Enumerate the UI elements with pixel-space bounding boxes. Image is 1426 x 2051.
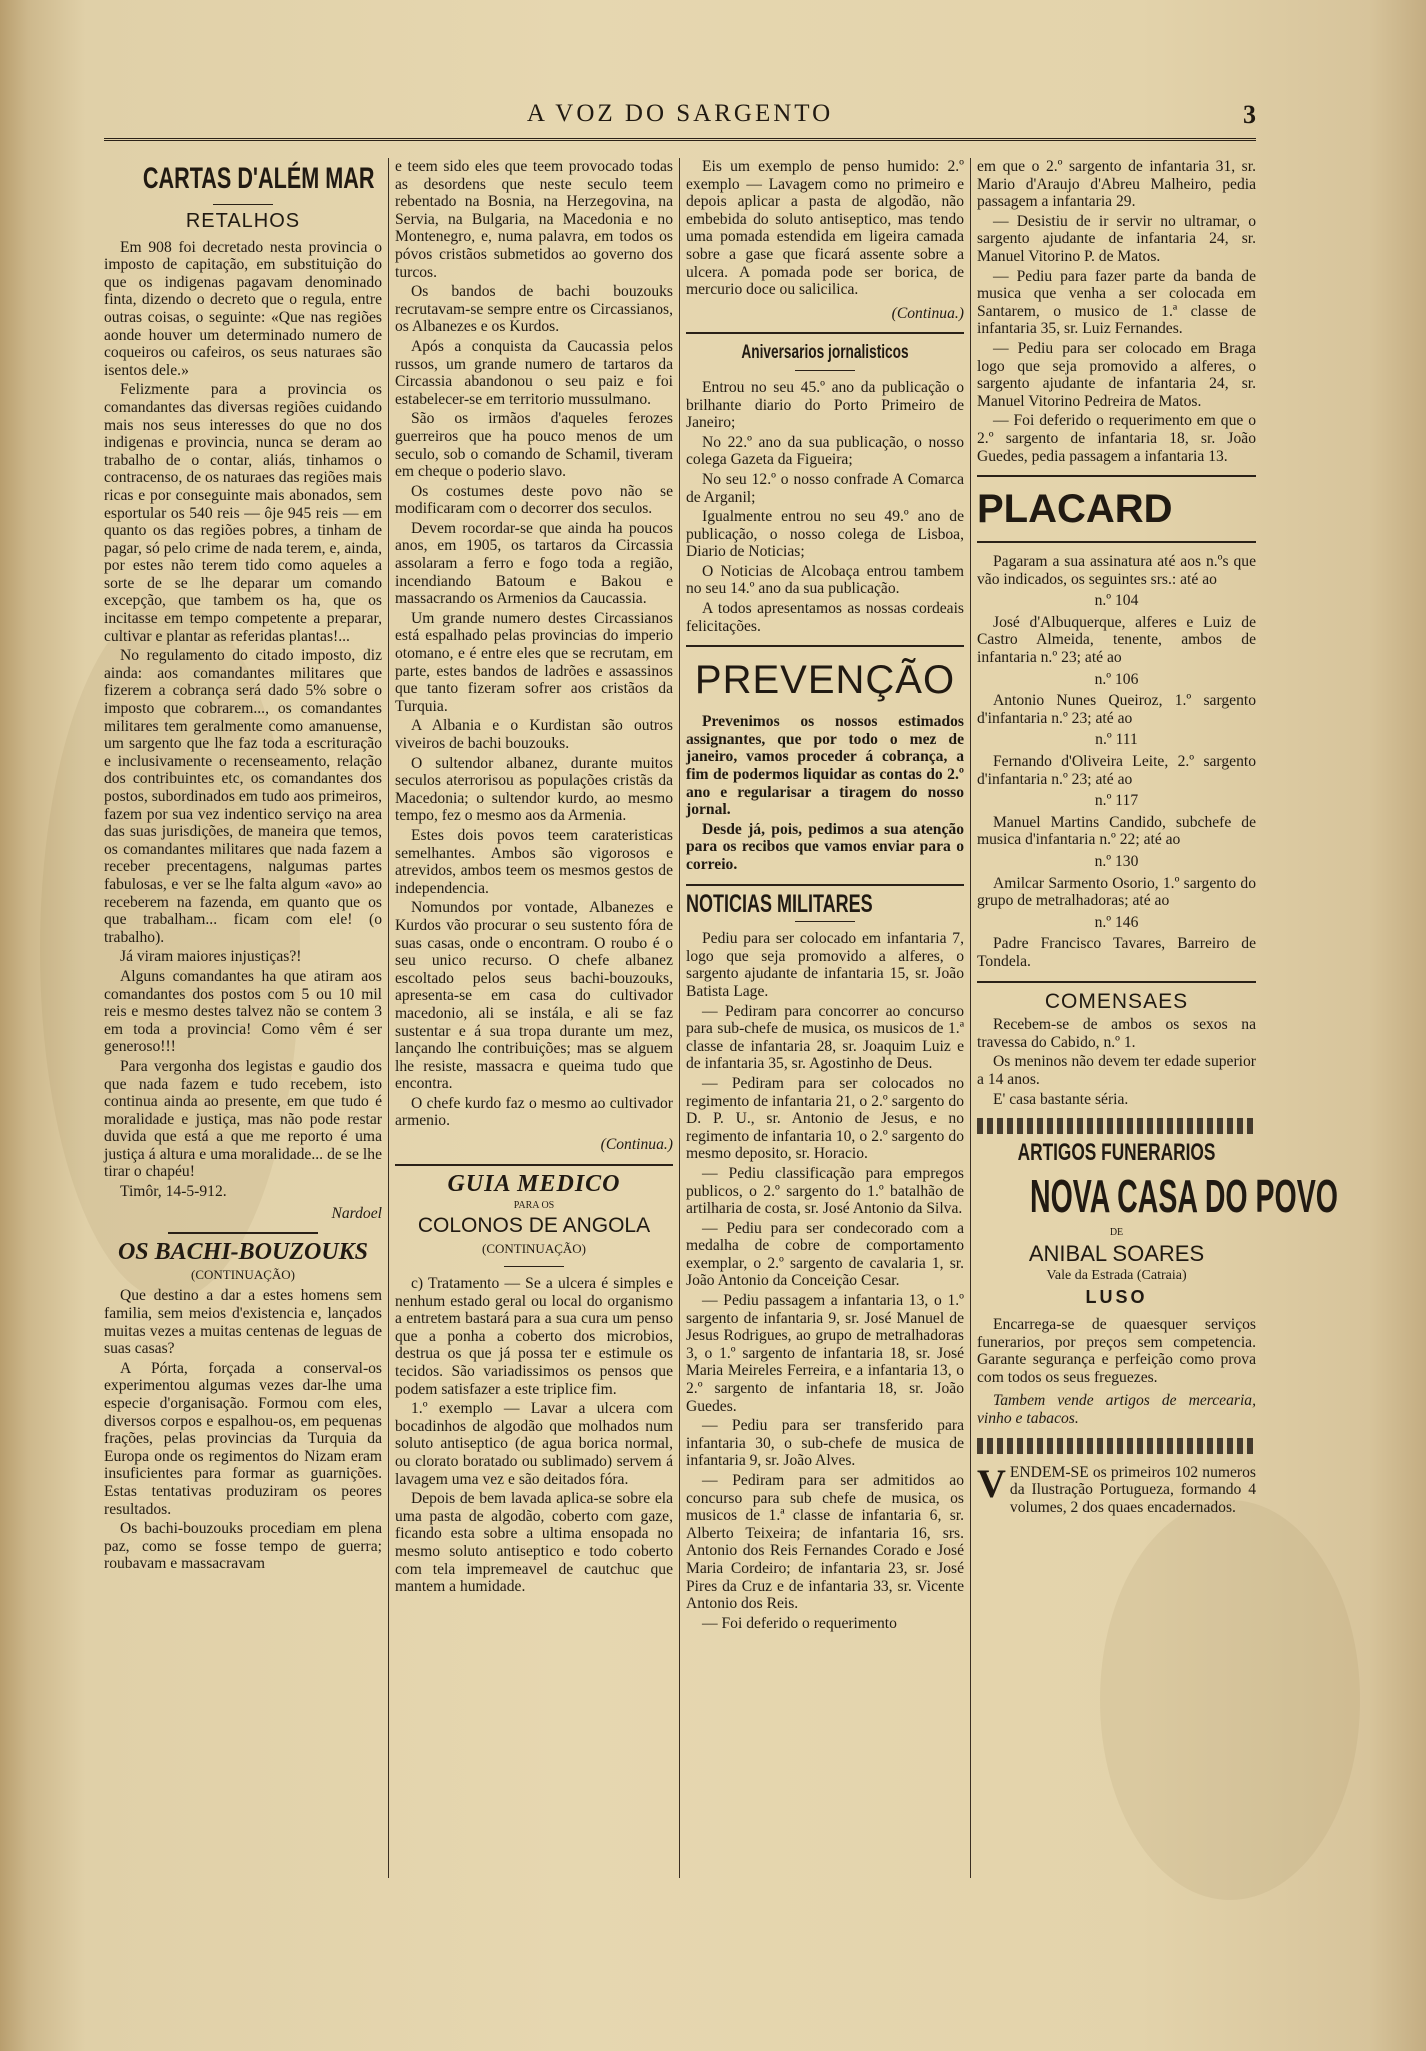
paragraph: — Pediram para ser colocados no regimento de infantaria 21, o 2.º sargento do D. P. U., sr. Antonio de Jesus, e no regimento de infantaria 10, o 2.º sargento do mesmo deposito, sr. Horacio.: [686, 1074, 964, 1163]
placard-entry: Manuel Martins Candido, subchefe de musica d'infantaria n.º 22; até ao: [977, 813, 1256, 849]
dropcap: V: [977, 1460, 1006, 1506]
paragraph: c) Tratamento — Se a ulcera é simples e nenhum estado geral ou local do organismo a entretem bastará para a sua cura um penso que a ponha a coberto dos microbios, destrua os que já possa ter e estimule os tecidos. São variadissimos os pensos que podem satisfazer a este triplice fim.: [395, 1275, 673, 1398]
divider: [686, 884, 964, 886]
divider: [977, 475, 1256, 477]
paragraph: — Pediu para ser condecorado com a medalha de cobre de comportamento exemplar, o 2.º sargento de cavalaria 1, sr. João Antonio da Conceição Cesar.: [686, 1219, 964, 1290]
placard-entry: Fernando d'Oliveira Leite, 2.º sargento d'infantaria n.º 23; até ao: [977, 753, 1256, 788]
ad-de: DE: [1109, 1226, 1124, 1238]
paragraph: — Foi deferido o requerimento em que o 2.º sargento de infantaria 18, sr. João Guedes, pedia passagem a infantaria 13.: [977, 412, 1256, 465]
ad-address: Vale da Estrada (Catraia): [1046, 1267, 1187, 1283]
placard-entry: Padre Francisco Tavares, Barreiro de Tondela.: [977, 935, 1256, 970]
paragraph: — Pediram para ser admitidos ao concurso para sub chefe de musica, os musicos de 1.ª classe de infantaria 6, sr. Alberto Teixeira; de infantaria 16, srs. Antonio dos Reis Fernandes Corado e José Maria Cordeiro; de infantaria 23, sr. José Pires da Cruz e de infantaria 33, sr. Vicente Antonio dos Reis.: [686, 1472, 964, 1613]
column-3: [686, 158, 964, 1634]
continua-label: (Continua.): [600, 1136, 673, 1154]
divider: [168, 1232, 318, 1234]
dateline: Timôr, 14-5-912.: [120, 1183, 227, 1201]
paragraph: — Foi deferido o requerimento: [702, 1614, 897, 1632]
paragraph: A Pórta, forçada a conserval-os experimentou algumas vezes dar-lhe uma especie d'organisação. Formou com eles, diversos corpos e espalhou-os, em pequenas frações, pelas provincias da Turquia da Europa onde os regimentos do Nizam eram insuficientes para formar as guarnições. Estas tentativas produziram os peores resultados.: [104, 1359, 382, 1518]
paragraph: — Pediu para fazer parte da banda de musica que venha a ser colocada em Santarem, o musico de 1.ª classe de infantaria 35, sr. Luiz Fernandes.: [977, 267, 1256, 338]
paragraph: em que o 2.º sargento de infantaria 31, sr. Mario d'Araujo d'Abreu Malheiro, pedia passagem a infantaria 29.: [977, 158, 1256, 211]
placard-entry: Antonio Nunes Queiroz, 1.º sargento d'infantaria n.º 23; até ao: [977, 692, 1256, 727]
article-title-aniversarios: Aniversarios jornalisticos: [741, 342, 909, 364]
column-1: [104, 158, 382, 1575]
placard-number: n.º 146: [1094, 913, 1139, 931]
placard-title: PLACARD: [977, 487, 1173, 532]
column-rule: [970, 158, 971, 1878]
paragraph: No seu 12.º o nosso confrade A Comarca de Arganil;: [686, 470, 964, 506]
paragraph: São os irmãos d'aqueles ferozes guerreiros que ha pouco menos de um seculo, sob o comando de Schamil, tiveram em cheque o poderio slavo.: [395, 410, 673, 481]
paragraph: Felizmente para a provincia os comandantes das diversas regiões cuidando mais nos seus interesses do que no dos indigenas e provincia, nunca se deram ao trabalho de o contar, aliás, tinhamos o contracenso, de os naturaes das regiões mais ricas e por conseguinte mais abonados, sem esportular os 540 reis — ôje 945 reis — em quanto os das regiões pobres, a tinham de pagar, só pelo crime de nada terem, e, ainda, por estes não terem tido como aqueles a sorte de se lhe deparar um comando excepção, que tambem os ha, que os incitasse em tempo competente a preparar, cultivar e plantar as referidas plantas!...: [104, 381, 382, 645]
paragraph: O chefe kurdo faz o mesmo ao cultivador armenio.: [395, 1094, 673, 1130]
column-4: [977, 158, 1338, 1518]
divider: [395, 1164, 673, 1166]
divider: [977, 981, 1256, 983]
ad-business-name: NOVA CASA DO POVO: [1030, 1169, 1338, 1222]
divider: [504, 1266, 564, 1267]
paragraph: — Pediram para concorrer ao concurso para sub-chefe de musica, os musicos de 1.ª classe de infantaria 28, sr. Joaquim Luiz e de infantaria 35, sr. Agostinho de Deus.: [686, 1002, 964, 1073]
ornament-border: [977, 1118, 1256, 1134]
paragraph: E' casa bastante séria.: [993, 1090, 1129, 1108]
paragraph: O Noticias de Alcobaça entrou tambem no seu 14.º ano da sua publicação.: [686, 562, 964, 598]
placard-number: n.º 106: [1094, 670, 1139, 688]
paragraph: A todos apresentamos as nossas cordeais felicitações.: [686, 600, 964, 635]
article-title-noticias: NOTICIAS MILITARES: [686, 889, 873, 918]
continuation-label: (CONTINUAÇÃO): [191, 1266, 295, 1282]
para-os-label: PARA OS: [513, 1200, 555, 1212]
article-title-cartas: CARTAS D'ALÉM MAR: [142, 162, 375, 195]
column-2: [395, 158, 673, 1598]
paragraph: — Pediu classificação para empregos publicos, o 2.º sargento do 1.º batalhão de artilharia de costa, sr. José Antonio da Silva.: [686, 1164, 964, 1218]
paragraph: 1.º exemplo — Lavar a ulcera com bocadinhos de algodão que molhados num soluto antiseptico (de agua borica normal, ou clorato boratado ou sublimado) servem á lavagem uma vez e são deitados fóra.: [395, 1400, 673, 1488]
article-title-guia: GUIA MEDICO: [447, 1170, 621, 1197]
ad-title: ARTIGOS FUNERARIOS: [1017, 1139, 1216, 1167]
divider: [795, 370, 855, 371]
paragraph: Para vergonha dos legistas e gaudio dos que nada fazem e tudo recebem, isto continua ainda ao presente, em que tudo é moralidade e justiça, mas não pode restar duvida que está a que me reporto é uma justiça á altura e uma moralidade... de se lhe tirar o chapéu!: [104, 1057, 382, 1181]
ad-text: Encarrega-se de quaesquer serviços funerarios, por preços sem competencia. Garante segurança e perfeição como prova com todos os seus freguezes.: [977, 1316, 1256, 1386]
paragraph: Alguns comandantes ha que atiram aos comandantes dos postos com 5 ou 10 mil reis e mesmo destes talvez não se contem 3 em toda a provincia! Como vêm é ser generoso!!!: [104, 967, 382, 1056]
prevencao-title: PREVENÇÃO: [694, 658, 956, 703]
paragraph: Que destino a dar a estes homens sem familia, sem meios d'existencia e, lançados muitas vezes a muitas centenas de leguas de suas casas?: [104, 1287, 382, 1358]
continuation-label: (CONTINUAÇÃO): [482, 1241, 586, 1257]
paragraph: No 22.º ano da sua publicação, o nosso colega Gazeta da Figueira;: [686, 433, 964, 469]
divider: [686, 645, 964, 647]
paragraph: Nomundos por vontade, Albanezes e Kurdos vão procurar o seu sustento fóra de suas casas, onde o encontram. O roubo é o seu unico recurso. O chefe albanez escoltado pelos seus bachi-bouzouks, apresenta-se em casa do cultivador macedonio, ali se instála, e ali se faz sustentar e á sua tropa durante um mez, lançando lhe contribuições; mas se alguem lhe resiste, massacra e queima tudo que encontra.: [395, 899, 673, 1093]
placard-number: n.º 117: [1094, 792, 1139, 810]
paragraph: e teem sido eles que teem provocado todas as desordens que neste seculo teem rebentado na Bosnia, na Herzegovina, na Servia, na Bulgaria, na Macedonia e no Montenegro, e, numa palavra, em todos os póvos cristãos submetidos ao governo dos turcos.: [395, 158, 673, 281]
comensaes-title: COMENSAES: [1044, 989, 1189, 1013]
paragraph: — Pediu para ser colocado em Braga logo que seja promovido a alferes, o sargento ajudante de infantaria 24, sr. Manuel Vitorino Pedreira de Matos.: [977, 339, 1256, 410]
placard-entry: Amilcar Sarmento Osorio, 1.º sargento do grupo de metralhadoras; até ao: [977, 874, 1256, 910]
ad-place: LUSO: [1085, 1286, 1148, 1307]
page-number: 3: [1243, 100, 1256, 129]
placard-intro: Pagaram a sua assinatura até aos n.ºs que vão indicados, os seguintes srs.: até ao: [977, 553, 1256, 588]
paragraph: Os bachi-bouzouks procediam em plena paz, como se fosse tempo de guerra; roubavam e massacravam: [104, 1520, 382, 1573]
ornament-border: [977, 1438, 1256, 1454]
paragraph: Entrou no seu 45.º ano da publicação o brilhante diario do Porto Primeiro de Janeiro;: [686, 378, 964, 432]
notice-paragraph: Prevenimos os nossos estimados assignantes, que por todo o mez de janeiro, vamos proceder á cobrança, a fim de podermos liquidar as contas do 2.º ano e regularisar a tiragem do nosso jornal.: [686, 713, 964, 819]
paragraph: Os meninos não devem ter edade superior a 14 anos.: [977, 1053, 1256, 1088]
divider: [686, 332, 964, 334]
paragraph: Depois de bem lavada aplica-se sobre ela uma pasta de algodão, coberto com gaze, ficando esta sobre a ultima ensopada no mesmo soluto antiseptico e todo coberto com tela impremeavel de cautchuc que mantem a humidade.: [395, 1490, 673, 1596]
page-header: [104, 100, 1256, 134]
paragraph: O sultendor albanez, durante muitos seculos aterrorisou as populações cristãs da Macedonia; o sultendor kurdo, ao mesmo tempo, fez o mesmo aos da Armenia.: [395, 754, 673, 825]
continua-label: (Continua.): [891, 304, 964, 322]
placard-number: n.º 130: [1094, 853, 1139, 870]
paragraph: Os bandos de bachi bouzouks recrutavam-se sempre entre os Circassianos, os Albanezes e os Kurdos.: [395, 283, 673, 336]
placard-number: n.º 104: [1094, 592, 1139, 610]
header-rule: [104, 138, 1256, 141]
divider: [213, 204, 273, 205]
paragraph: A Albania e o Kurdistan são outros viveiros de bachi bouzouks.: [395, 717, 673, 752]
article-subtitle-retalhos: RETALHOS: [185, 210, 301, 232]
sale-notice: ENDEM-SE os primeiros 102 numeros da Ilustração Portugueza, formando 4 volumes, 2 dos quaes encadernados.: [1009, 1463, 1256, 1516]
paragraph: Já viram maiores injustiças?!: [120, 948, 302, 966]
notice-paragraph: Desde já, pois, pedimos a sua atenção para os recibos que vamos enviar para o correio.: [686, 820, 964, 873]
divider: [977, 541, 1256, 543]
paragraph: Após a conquista da Caucassia pelos russos, um grande numero de tartaros da Circassia abandonou o seu paiz e foi estabelecer-se em territorio mussulmano.: [395, 337, 673, 408]
column-rule: [388, 158, 389, 1878]
signature: Nardoel: [331, 1204, 382, 1222]
newspaper-title: A VOZ DO SARGENTO: [526, 100, 834, 127]
paragraph: Pediu para ser colocado em infantaria 7, logo que seja promovido a alferes, o sargento ajudante de infantaria 15, sr. João Batista Lage.: [686, 930, 964, 1000]
paragraph: Igualmente entrou no seu 49.º ano de publicação, o nosso colega de Lisboa, Diario de Noticias;: [686, 508, 964, 561]
paragraph: Eis um exemplo de penso humido: 2.º exemplo — Lavagem como no primeiro e depois aplicar a pasta de algodão, não embebida do soluto antiseptico, mas tendo uma pomada estendida em ligeira camada sobre a gase que ficará assente sobre a ulcera. A pomada pode ser borica, de mercurio doce ou salicilica.: [686, 158, 964, 299]
paragraph: Recebem-se de ambos os sexos na travessa do Cabido, n.º 1.: [977, 1016, 1256, 1051]
paragraph: Estes dois povos teem carateristicas semelhantes. Ambos são vigorosos e atrevidos, ambos teem os mesmos gestos de independencia.: [395, 826, 673, 897]
paragraph: Em 908 foi decretado nesta provincia o imposto de capitação, em substituição do que os indigenas pagavam denominado finta, dizendo o decreto que o regula, entre outras coisas, o seguinte: «Que nas regiões aonde houver um determinado numero de coqueiros ou cafeiros, os seus naturaes são isentos dele.»: [104, 238, 382, 379]
paragraph: Os costumes deste povo não se modificaram com o decorrer dos seculos.: [395, 482, 673, 518]
ad-italic: Tambem vende artigos de mercearia, vinho e tabacos.: [977, 1392, 1256, 1428]
paragraph: Um grande numero destes Circassianos está espalhado pelas provincias do imperio otomano, e é entre eles que se recrutam, em parte, estes bandos de ladrões e assassinos que tanto fizeram sofrer aos cristãos da Turquia.: [395, 609, 673, 715]
ad-owner: ANIBAL SOARES: [1028, 1241, 1205, 1267]
paragraph: — Desistiu de ir servir no ultramar, o sargento ajudante de infantaria 24, sr. Manuel Vitorino P. de Matos.: [977, 212, 1256, 265]
article-title-colonos: COLONOS DE ANGOLA: [417, 1213, 651, 1237]
placard-number: n.º 111: [1095, 731, 1138, 749]
paragraph: — Pediu passagem a infantaria 13, o 1.º sargento de infantaria 9, sr. José Manuel de Jesus Rodrigues, ao grupo de metralhadoras 3, o 1.º sargento de infantaria 18, sr. José Maria Meireles Ferreira, e a infantaria 13, o 2.º sargento de infantaria 18, sr. João Guedes.: [686, 1292, 964, 1415]
paragraph: — Pediu para ser transferido para infantaria 30, o sub-chefe de musica de infantaria 9, sr. João Alves.: [686, 1417, 964, 1470]
column-rule: [679, 158, 680, 1878]
paragraph: Devem rocordar-se que ainda ha poucos anos, em 1905, os tartaros da Circassia assolaram a ferro e fogo toda a região, incendiando Batoum e Bakou e massacrando os Armenios da Caucassia.: [395, 519, 673, 608]
divider: [795, 921, 855, 922]
article-title-bachi: OS BACHI-BOUZOUKS: [117, 1239, 369, 1266]
paper-stain: [1100, 1500, 1360, 1900]
placard-entry: José d'Albuquerque, alferes e Luiz de Castro Almeida, tenente, ambos de infantaria n.º 23; até ao: [977, 613, 1256, 667]
paragraph: No regulamento do citado imposto, diz ainda: aos comandantes militares que fizerem a cobrança será dado 5% sobre o imposto que cobrarem..., os comandantes militares tem geralmente como amanuense, um sargento que lhe faz toda a escrituração e inclusivamente o recenseamento, relação dos contribuintes etc, os comandantes dos postos, subordinados em tudo aos primeiros, fazem por sua vez indentico serviço na area das suas jurisdições, de maneira que temos, os comandantes militares que nada fazem a receber precentagens, nalgumas partes fabulosas, e ver se lhe falta algum «avo» ao receberem na fazenda, em quanto que os que trabalham... ficam com ele! (o trabalho).: [104, 647, 382, 946]
